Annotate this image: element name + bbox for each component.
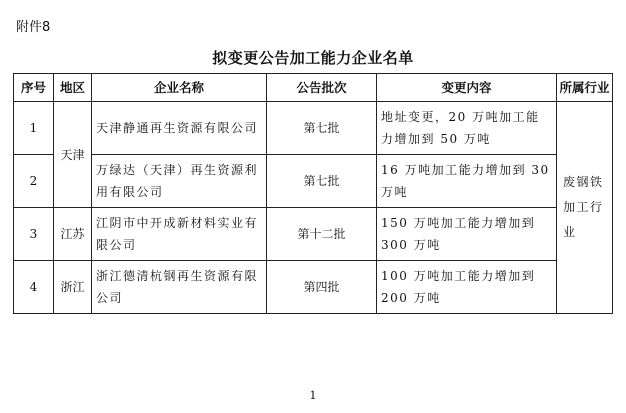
cell-change: 150 万吨加工能力增加到 300 万吨 bbox=[377, 208, 557, 261]
header-company: 企业名称 bbox=[92, 74, 267, 102]
cell-batch: 第七批 bbox=[267, 155, 377, 208]
cell-batch: 第十二批 bbox=[267, 208, 377, 261]
table-row bbox=[14, 102, 613, 155]
cell-company: 万绿达（天津）再生资源利用有限公司 bbox=[92, 155, 267, 208]
cell-region: 天津 bbox=[54, 102, 92, 208]
cell-industry: 废钢铁加工行业 bbox=[557, 102, 613, 314]
document-title: 拟变更公告加工能力企业名单 bbox=[212, 49, 414, 67]
cell-change: 100 万吨加工能力增加到 200 万吨 bbox=[377, 261, 557, 314]
header-region: 地区 bbox=[54, 74, 92, 102]
cell-company: 天津静通再生资源有限公司 bbox=[92, 102, 267, 155]
header-batch: 公告批次 bbox=[267, 74, 377, 102]
cell-region: 浙江 bbox=[54, 261, 92, 314]
table-header-row bbox=[14, 74, 613, 102]
cell-change: 16 万吨加工能力增加到 30 万吨 bbox=[377, 155, 557, 208]
table-row bbox=[14, 261, 613, 314]
cell-no: 4 bbox=[14, 261, 54, 314]
cell-company: 浙江德清杭钢再生资源有限公司 bbox=[92, 261, 267, 314]
cell-batch: 第四批 bbox=[267, 261, 377, 314]
cell-no: 3 bbox=[14, 208, 54, 261]
table-row bbox=[14, 155, 613, 208]
cell-no: 2 bbox=[14, 155, 54, 208]
annex-label: 附件8 bbox=[16, 20, 51, 35]
table-row bbox=[14, 208, 613, 261]
cell-change: 地址变更，20 万吨加工能力增加到 50 万吨 bbox=[377, 102, 557, 155]
cell-company: 江阴市中开成新材料实业有限公司 bbox=[92, 208, 267, 261]
page-number: 1 bbox=[309, 389, 317, 402]
header-industry: 所属行业 bbox=[557, 74, 613, 102]
company-table bbox=[13, 73, 613, 314]
cell-region: 江苏 bbox=[54, 208, 92, 261]
cell-no: 1 bbox=[14, 102, 54, 155]
header-change: 变更内容 bbox=[377, 74, 557, 102]
header-no: 序号 bbox=[14, 74, 54, 102]
cell-batch: 第七批 bbox=[267, 102, 377, 155]
